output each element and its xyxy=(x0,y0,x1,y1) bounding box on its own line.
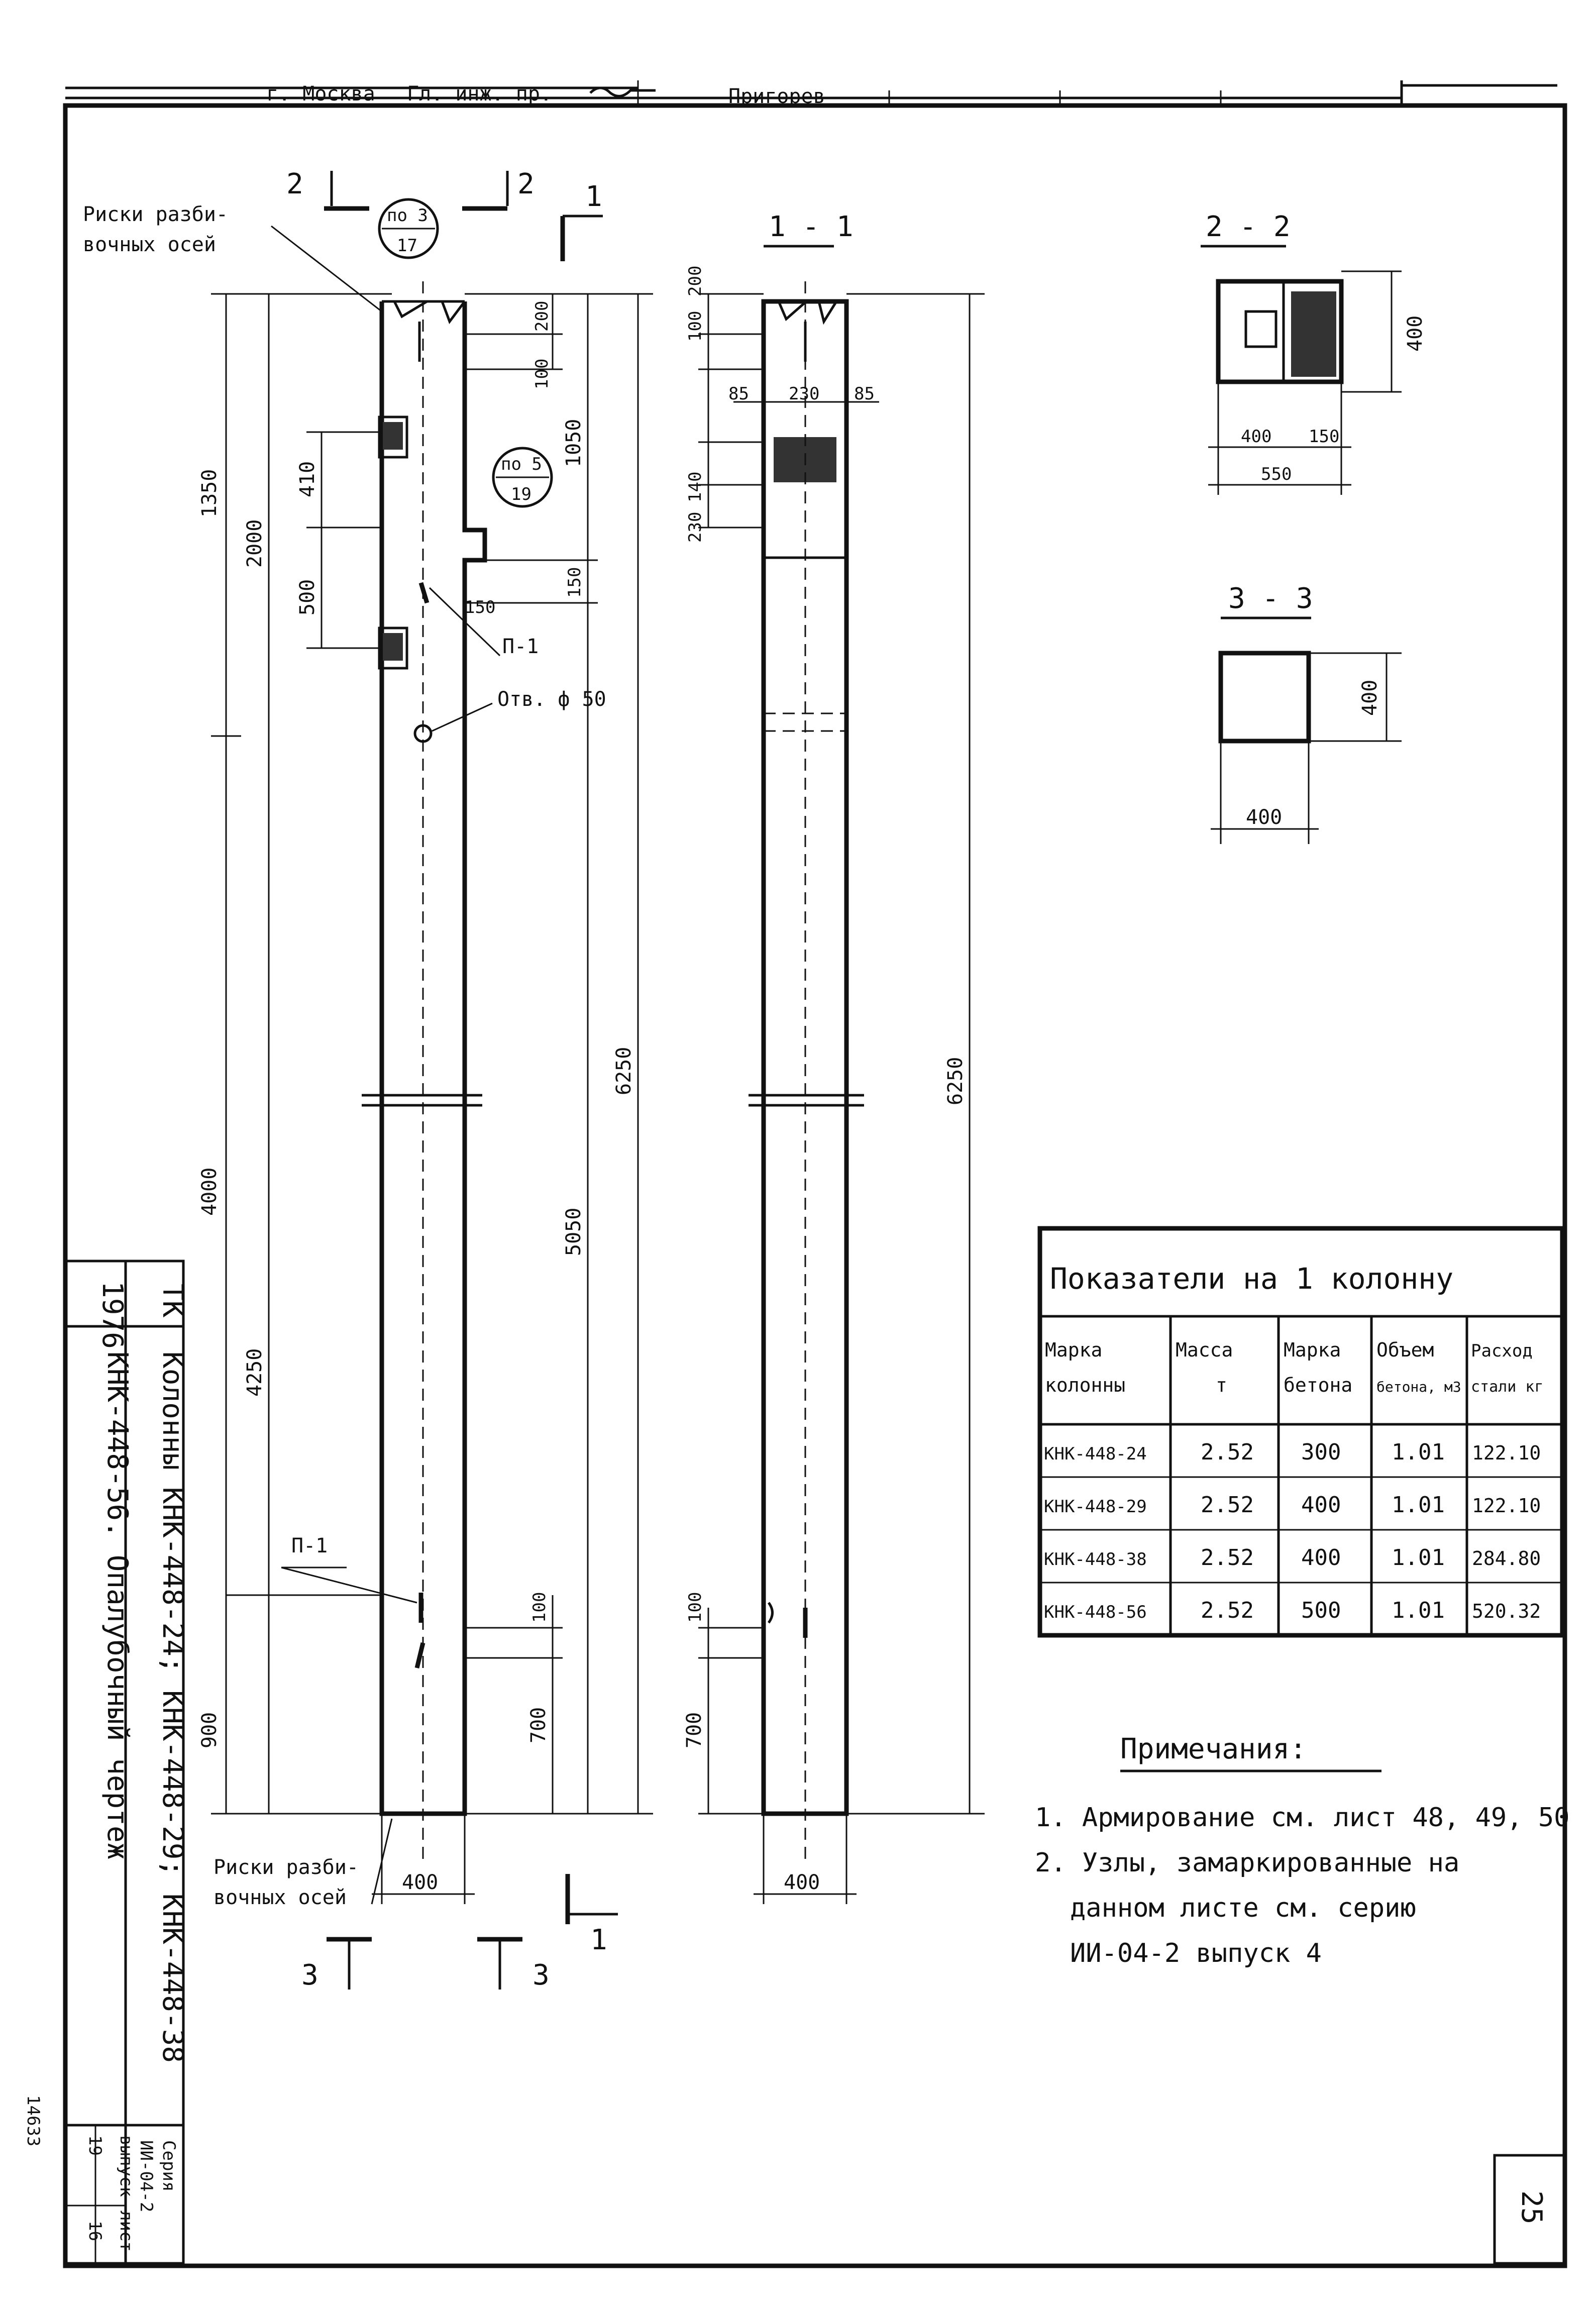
sec-2-2-title: 2 - 2 xyxy=(1206,211,1291,243)
dim-150: 150 xyxy=(565,567,585,598)
dim-100b: 100 xyxy=(529,1592,550,1623)
mark-3-right: 3 xyxy=(533,1959,550,1992)
dim-4000: 4000 xyxy=(198,1167,221,1216)
note-line-1: 1. Армирование см. лист 48, 49, 50 xyxy=(1035,1803,1570,1833)
th-volume-2: бетона, м3 xyxy=(1376,1379,1461,1395)
x3-dim-400h: 400 xyxy=(1358,679,1381,716)
s-dim-100: 100 xyxy=(685,310,705,342)
row1-volume: 1.01 xyxy=(1392,1439,1445,1465)
tb-issue-label: выпуск xyxy=(116,2135,136,2197)
stamp-role: Гл. инж. пр. xyxy=(407,82,552,106)
dim-150b: 150 xyxy=(465,597,496,617)
dim-500: 500 xyxy=(296,579,319,615)
tb-series-label: Серия xyxy=(159,2140,179,2192)
tb-line2: КНК-448-56. Опалубочный чертеж xyxy=(101,1351,134,1860)
row1-concrete: 300 xyxy=(1301,1439,1341,1465)
row1-mark: КНК-448-24 xyxy=(1044,1444,1147,1464)
row1-steel: 122.10 xyxy=(1472,1442,1541,1464)
dim-200: 200 xyxy=(532,300,552,332)
s-dim-200: 200 xyxy=(685,265,705,296)
note-risks-bot-2: вочных осей xyxy=(214,1886,347,1909)
stamp-city: г. Москва xyxy=(266,82,375,106)
section-3-3 xyxy=(1211,582,1402,844)
x2-dim-400: 400 xyxy=(1241,427,1272,447)
page-number: 25 xyxy=(1515,2190,1548,2225)
row2-steel: 122.10 xyxy=(1472,1495,1541,1517)
note-p1-a: П-1 xyxy=(502,635,539,658)
th-volume-1: Объем xyxy=(1376,1339,1434,1361)
title-block xyxy=(65,1261,189,2263)
th-concrete-2: бетона xyxy=(1284,1374,1353,1396)
mark-1-top: 1 xyxy=(585,180,602,213)
row3-mass: 2.52 xyxy=(1201,1545,1254,1571)
row2-concrete: 400 xyxy=(1301,1492,1341,1518)
notes-title: Примечания: xyxy=(1120,1733,1307,1765)
dim-1050: 1050 xyxy=(562,419,585,467)
th-mark-1: Марка xyxy=(1045,1339,1103,1361)
note-otv: Отв. ф 50 xyxy=(497,688,606,711)
row4-volume: 1.01 xyxy=(1392,1598,1445,1623)
x2-dim-400h: 400 xyxy=(1404,315,1427,352)
callout-2-top: по 5 xyxy=(501,454,542,474)
s-dim-230: 230 xyxy=(789,384,820,404)
tb-code: ТК xyxy=(156,1284,189,1318)
dim-2000: 2000 xyxy=(243,519,266,568)
s-dim-85a: 85 xyxy=(728,384,749,404)
dim-5050: 5050 xyxy=(562,1207,585,1256)
th-mark-2: колонны xyxy=(1045,1374,1126,1396)
dim-100: 100 xyxy=(532,358,552,389)
s-dim-6250: 6250 xyxy=(944,1057,967,1105)
callout-2-bot: 19 xyxy=(511,484,531,504)
mark-2-right: 2 xyxy=(517,168,535,200)
s-dim-140: 140 xyxy=(685,471,705,502)
s-dim-85b: 85 xyxy=(854,384,875,404)
callout-1-top: по 3 xyxy=(387,205,428,226)
row3-steel: 284.80 xyxy=(1472,1547,1541,1570)
row2-mark: КНК-448-29 xyxy=(1044,1497,1147,1517)
th-mass-2: т xyxy=(1216,1374,1227,1396)
row4-mass: 2.52 xyxy=(1201,1598,1254,1623)
s-dim-400: 400 xyxy=(784,1871,820,1894)
notes-block xyxy=(1035,1733,1569,1968)
mark-3-left: 3 xyxy=(301,1959,318,1992)
dim-700: 700 xyxy=(527,1707,550,1743)
section-2-2 xyxy=(1201,211,1427,495)
sheet-frame xyxy=(65,106,1565,2266)
x2-dim-550: 550 xyxy=(1261,464,1292,484)
sec-1-1-title: 1 - 1 xyxy=(769,211,854,243)
th-steel-2: стали кг xyxy=(1471,1378,1544,1396)
callout-1-bot: 17 xyxy=(397,236,417,256)
s-dim-230b: 230 xyxy=(685,511,705,543)
th-steel-1: Расход xyxy=(1471,1341,1533,1361)
dim-900: 900 xyxy=(198,1712,221,1748)
tb-sheet: 16 xyxy=(85,2221,105,2241)
note-risks-top-1: Риски разби- xyxy=(83,203,228,226)
note-p1-b: П-1 xyxy=(291,1534,328,1557)
dim-410: 410 xyxy=(296,461,319,497)
tb-line1: Колонны КНК-448-24; КНК-448-29; КНК-448-38 xyxy=(156,1351,189,2063)
note-line-3: данном листе см. серию xyxy=(1070,1893,1416,1923)
note-risks-bot-1: Риски разби- xyxy=(214,1856,359,1879)
mark-2-left: 2 xyxy=(286,168,303,200)
row3-volume: 1.01 xyxy=(1392,1545,1445,1571)
note-risks-top-2: вочных осей xyxy=(83,233,216,256)
s-dim-100b: 100 xyxy=(685,1592,705,1623)
dim-1350: 1350 xyxy=(198,469,221,517)
s-dim-700: 700 xyxy=(683,1712,706,1748)
margin-number: 14633 xyxy=(23,2095,43,2147)
indicators-table xyxy=(1040,1228,1562,1635)
stamp-name: Пригорев xyxy=(728,85,825,108)
dim-6250: 6250 xyxy=(612,1047,635,1095)
row3-concrete: 400 xyxy=(1301,1545,1341,1571)
tb-year: 1976 xyxy=(96,1281,129,1349)
dim-4250: 4250 xyxy=(243,1348,266,1397)
mark-1-bot: 1 xyxy=(590,1924,607,1956)
row3-mark: КНК-448-38 xyxy=(1044,1549,1147,1570)
section-1-1 xyxy=(683,211,985,1904)
row4-steel: 520.32 xyxy=(1472,1600,1541,1622)
note-line-2: 2. Узлы, замаркированные на xyxy=(1035,1848,1460,1878)
row4-mark: КНК-448-56 xyxy=(1044,1602,1147,1622)
x2-dim-150: 150 xyxy=(1309,427,1340,447)
row2-volume: 1.01 xyxy=(1392,1492,1445,1518)
row4-concrete: 500 xyxy=(1301,1598,1341,1623)
table-title: Показатели на 1 колонну xyxy=(1050,1262,1454,1296)
th-concrete-1: Марка xyxy=(1284,1339,1341,1361)
row1-mass: 2.52 xyxy=(1201,1439,1254,1465)
row2-mass: 2.52 xyxy=(1201,1492,1254,1518)
dim-400: 400 xyxy=(402,1871,439,1894)
tb-series: ИИ-04-2 xyxy=(136,2140,156,2213)
tb-sheet-label: лист xyxy=(116,2211,136,2252)
th-mass-1: Масса xyxy=(1176,1339,1233,1361)
sec-3-3-title: 3 - 3 xyxy=(1228,582,1313,615)
note-line-4: ИИ-04-2 выпуск 4 xyxy=(1070,1938,1322,1968)
tb-issue: 19 xyxy=(85,2135,105,2156)
x3-dim-400: 400 xyxy=(1246,806,1283,829)
